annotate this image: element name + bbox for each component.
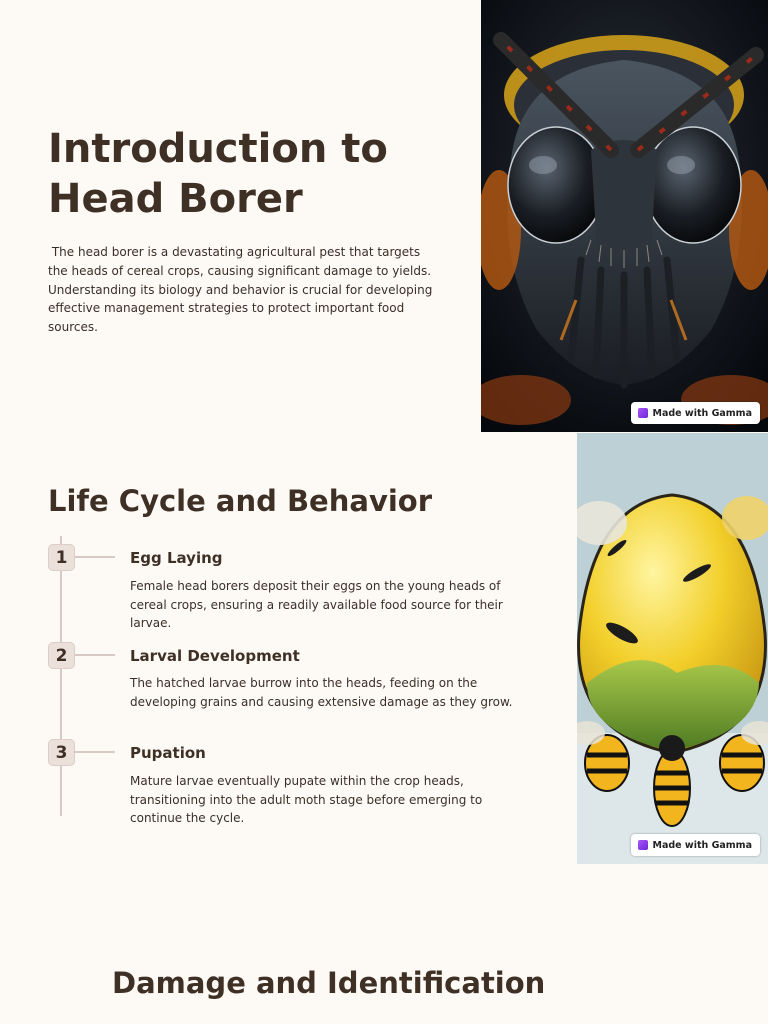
- step-connector: [75, 751, 115, 753]
- step-connector: [75, 556, 115, 558]
- badge-label: Made with Gamma: [652, 839, 752, 851]
- head-borer-closeup-image: [481, 0, 768, 432]
- gamma-logo-icon: [638, 840, 648, 850]
- damage-title: Damage and Identification: [112, 966, 546, 1000]
- step-description: Mature larvae eventually pupate within the crop heads, transitioning into the adult moth stage before emerging to continue the cycle.: [130, 774, 483, 826]
- badge-label: Made with Gamma: [652, 407, 752, 419]
- step-number: 2: [48, 642, 75, 669]
- gamma-logo-icon: [638, 408, 648, 418]
- made-with-gamma-badge[interactable]: [631, 834, 760, 856]
- step-title: Larval Development: [130, 647, 300, 665]
- egg-and-insects-illustration: [577, 433, 768, 864]
- step-number: 1: [48, 544, 75, 571]
- step-title: Pupation: [130, 744, 206, 762]
- intro-body: The head borer is a devastating agricultural pest that targets the heads of cereal crops, causing significant damage to yields. Understanding its biology and behavior is crucial for developing effective management strategies to protect important food sources.: [48, 245, 437, 335]
- made-with-gamma-badge[interactable]: [631, 402, 760, 424]
- step-connector: [75, 654, 115, 656]
- timeline-line: [60, 536, 62, 816]
- step-number: 3: [48, 739, 75, 766]
- life-cycle-title: Life Cycle and Behavior: [48, 484, 433, 518]
- intro-title: Introduction to Head Borer: [48, 126, 388, 222]
- step-title: Egg Laying: [130, 549, 223, 567]
- step-description: The hatched larvae burrow into the heads, feeding on the developing grains and causing extensive damage as they grow.: [130, 676, 513, 709]
- step-description: Female head borers deposit their eggs on the young heads of cereal crops, ensuring a readily available food source for their larvae.: [130, 579, 503, 631]
